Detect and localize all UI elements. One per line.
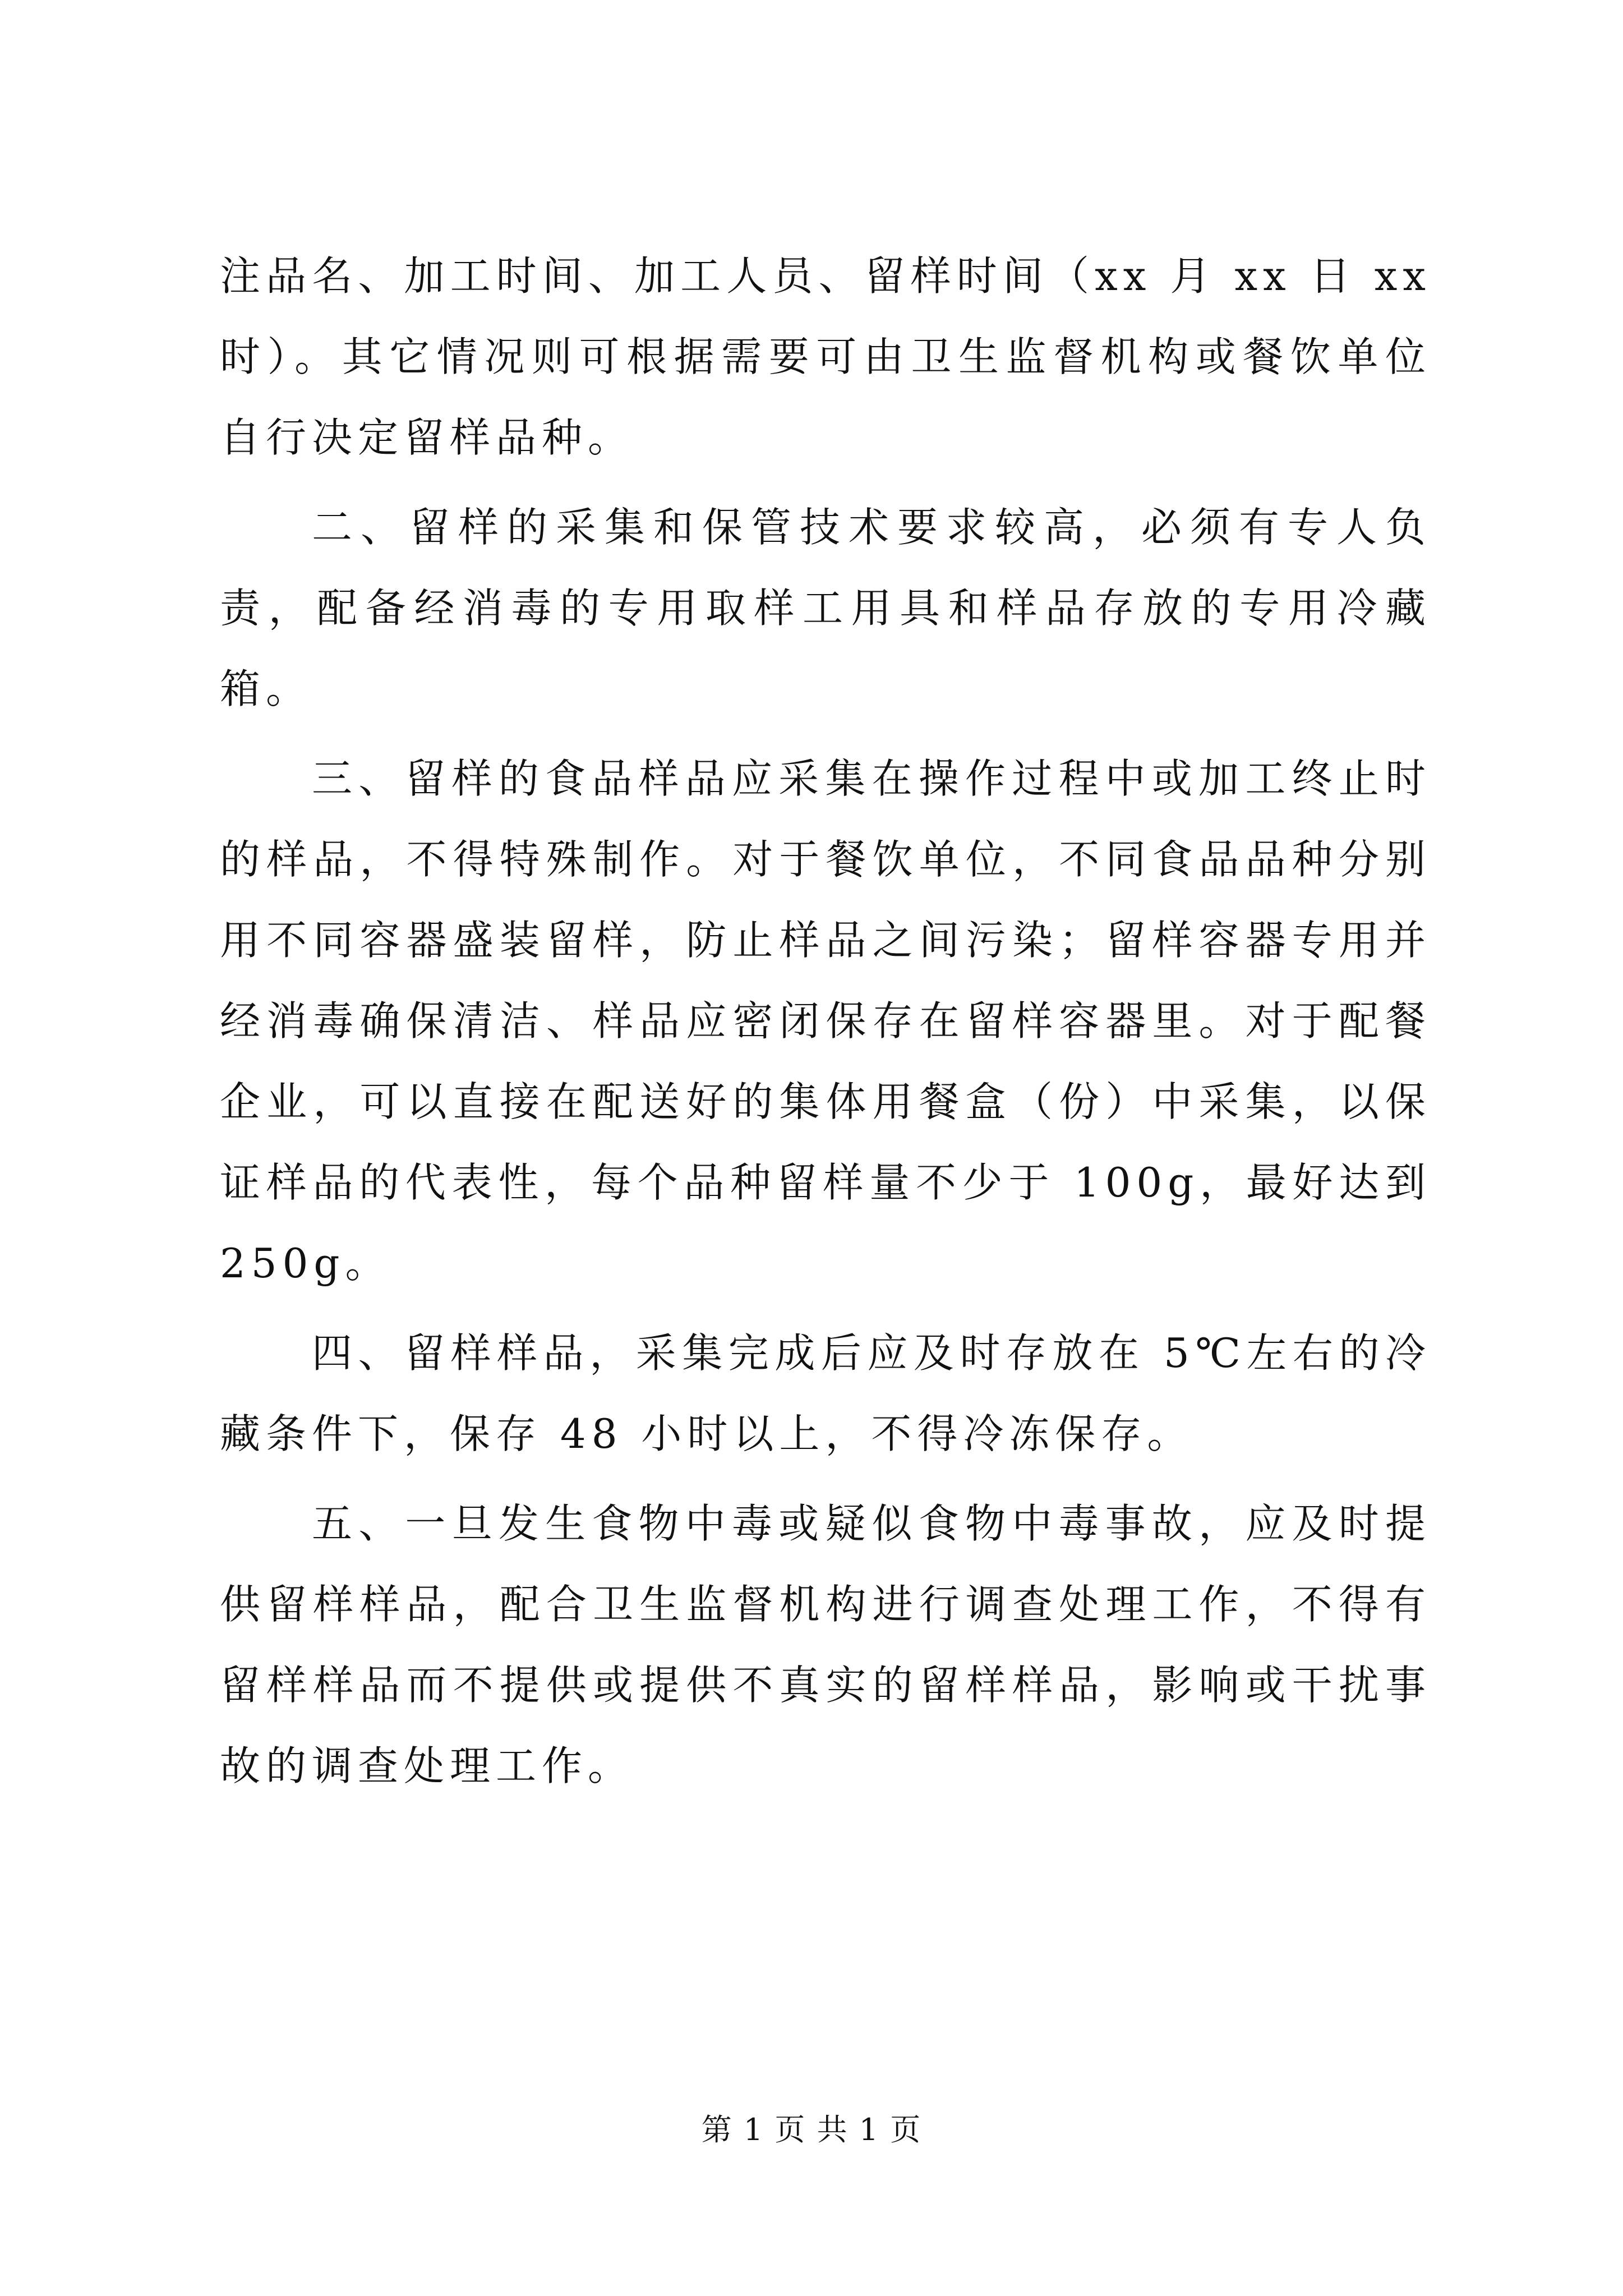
- paragraph-item-3: 三、留样的食品样品应采集在操作过程中或加工终止时的样品，不得特殊制作。对于餐饮单位，不同食品品种分别用不同容器盛装留样，防止样品之间污染；留样容器专用并经消毒确保清洁、样品应密闭保存在留样容器里。对于配餐企业，可以直接在配送好的集体用餐盒（份）中采集，以保证样品的代表性，每个品种留样量不少于 100g，最好达到 250g。: [220, 755, 1431, 1287]
- paragraph-continuation: 注品名、加工时间、加工人员、留样时间（xx 月 xx 日 xx 时）。其它情况则可根据需要可由卫生监督机构或餐饮单位自行决定留样品种。: [220, 252, 1431, 461]
- paragraph-item-4: 四、留样样品，采集完成后应及时存放在 5℃左右的冷藏条件下，保存 48 小时以上，不得冷冻保存。: [220, 1329, 1431, 1457]
- paragraph-item-5: 五、一旦发生食物中毒或疑似食物中毒事故，应及时提供留样样品，配合卫生监督机构进行调查处理工作，不得有留样样品而不提供或提供不真实的留样样品，影响或干扰事故的调查处理工作。: [220, 1500, 1431, 1789]
- document-body: [220, 236, 1431, 1815]
- paragraph-item-2: 二、留样的采集和保管技术要求较高，必须有专人负责，配备经消毒的专用取样工用具和样品存放的专用冷藏箱。: [220, 504, 1431, 712]
- page-number-footer: 第 1 页 共 1 页: [701, 2112, 922, 2147]
